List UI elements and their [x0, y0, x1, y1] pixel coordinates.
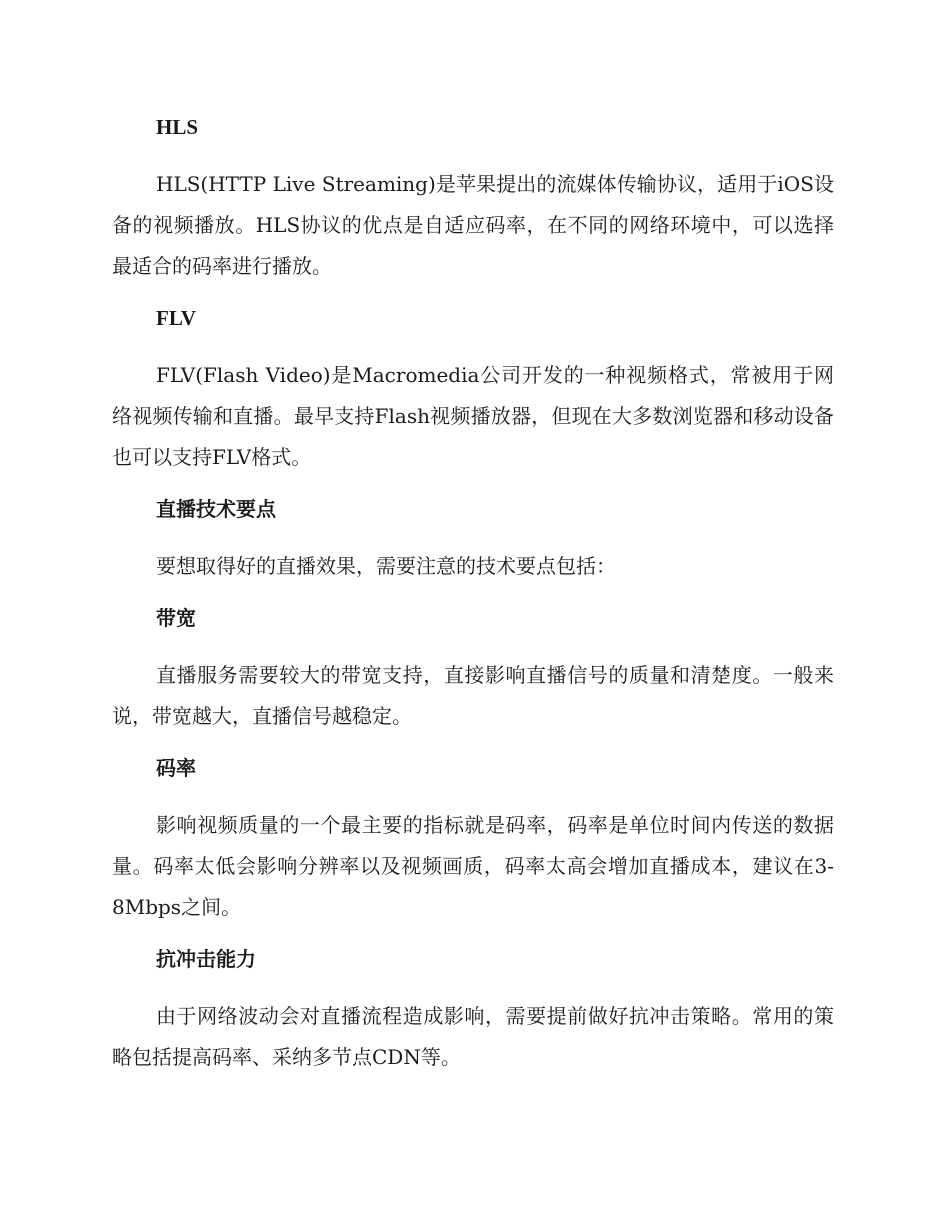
section-heading-hls: HLS — [156, 115, 199, 139]
section-paragraph-flv: FLV(Flash Video)是Macromedia公司开发的一种视频格式，常被用于网络视频传输和直播。最早支持Flash视频播放器，但现在大多数浏览器和移动设备也可以支持FLV格式。 — [112, 363, 834, 469]
section-paragraph-resilience: 由于网络波动会对直播流程造成影响，需要提前做好抗冲击策略。常用的策略包括提高码率、采纳多节点CDN等。 — [112, 1004, 834, 1069]
section-heading-bandwidth: 带宽 — [156, 606, 196, 630]
document-page — [112, 110, 834, 1092]
section-heading-resilience: 抗冲击能力 — [156, 947, 256, 971]
section-paragraph-bitrate: 影响视频质量的一个最主要的指标就是码率，码率是单位时间内传送的数据量。码率太低会影响分辨率以及视频画质，码率太高会增加直播成本，建议在3-8Mbps之间。 — [112, 813, 834, 919]
section-heading-live-tech: 直播技术要点 — [156, 497, 276, 521]
section-paragraph-live-tech: 要想取得好的直播效果，需要注意的技术要点包括： — [156, 554, 616, 578]
section-paragraph-bandwidth: 直播服务需要较大的带宽支持，直接影响直播信号的质量和清楚度。一般来说，带宽越大，直播信号越稳定。 — [112, 663, 834, 728]
section-heading-flv: FLV — [156, 306, 197, 330]
section-paragraph-hls: HLS(HTTP Live Streaming)是苹果提出的流媒体传输协议，适用于iOS设备的视频播放。HLS协议的优点是自适应码率，在不同的网络环境中，可以选择最适合的码率进行播放。 — [112, 172, 834, 278]
section-heading-bitrate: 码率 — [156, 756, 196, 780]
